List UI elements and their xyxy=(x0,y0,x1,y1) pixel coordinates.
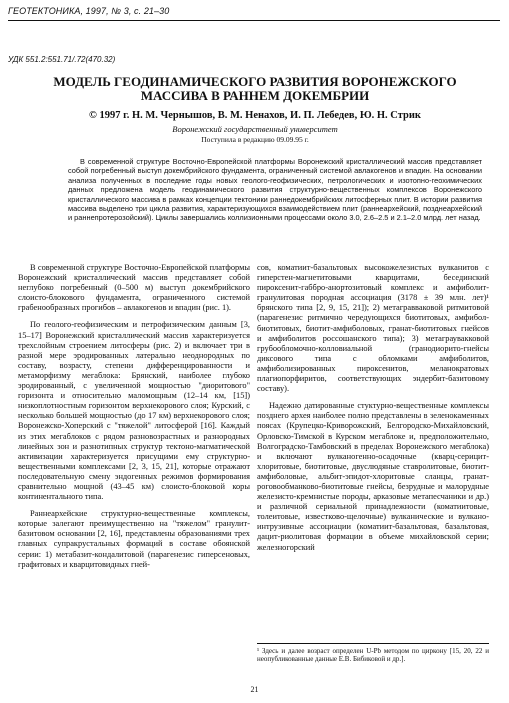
author-list: © 1997 г. Н. М. Чернышов, В. М. Ненахов, И. П. Лебедев, Ю. Н. Стрик xyxy=(89,110,421,121)
body-paragraph: Раннеархейские структурно-вещественные комплексы, которые залегают преимущественно на "тяжелом" гранулит-базитовом основании [2, 16], представлены образованиями трех главных супракрустальных формаций в составе обоянской серии: 1) метабазит-кондалитовой (парагенезис гиперсеновых, графитовых и кварцитовидных гней- xyxy=(18,509,250,569)
title-line-2: МАССИВА В РАННЕМ ДОКЕМБРИИ xyxy=(140,88,370,103)
received-date: Поступила в редакцию 09.09.95 г. xyxy=(201,135,309,144)
article-title xyxy=(40,75,470,103)
left-column xyxy=(18,263,250,577)
body-paragraph: В современной структуре Восточно-Европейской платформы Воронежский кристаллический массив представляет собой неглубоко погребенный (0–500 м) выступ докембрийского слоисто-блокового фундамента, ограниченного системой грабенообразных прогибов – авлакогенов и впадин (рис. 1). xyxy=(18,263,250,313)
abstract: В современной структуре Восточно-Европейской платформы Воронежский кристаллический массив представляет собой погребенный выступ докембрийского фундамента, ограниченный системой авлакогенов и впадин. На основании анализа полученных в последние годы новых геолого-геофизических, петрологических и изотопно-геохимических данных предложена модель геодинамического развития структурно-вещественных комплексов Воронежского кристаллического массива в рамках концепции тектоники раннедокембрийских литосферных плит. В истории развития массива выделено три цикла развития, характеризующихся взаимодействием плит (раннеархейский, позднеархейский и раннепротерозойский). Циклы завершались коллизионными процессами около 3.0, 2.6–2.5 и 2.1–2.0 млрд. лет назад. xyxy=(68,157,482,223)
journal-citation: ГЕОТЕКТОНИКА, 1997, № 3, с. 21–30 xyxy=(8,6,170,16)
body-paragraph: сов, коматиит-базальтовых высокожелезистых вулканитов с гиперстен-магнетитовыми кварцитами, бесединский пироксенит-габбро-анортозитовый комплекс и амфиболит-гранулитовая породная ассоциация (3178 ± 39 млн. лет)¹ брянского типа [2, 9, 15, 21]); 2) метагравваковой ритмитовой (парагенезис ритмично чередующихся биотитовых, амфибол-биотитовых, биотит-амфиболовых, гранат-биотитовых гнейсов и амфиболитов россошанского типа); 3) метаграувакковой грубообломочно-колловиальной (гранодиорито-гнейсы диксового типа с обломками амфиболитов, амфиболизированных пироксенитов, меланократовых плагиопорфиритов, соответствующих эндербит-базитовому составу). xyxy=(257,263,489,394)
title-line-1: МОДЕЛЬ ГЕОДИНАМИЧЕСКОГО РАЗВИТИЯ ВОРОНЕЖСКОГО xyxy=(53,74,457,89)
body-paragraph: По геолого-геофизическим и петрофизическим данным [3, 15–17] Воронежский кристаллический массив характеризуется трехслойным строением литосферы (рис. 2) и включает три в разной мере эродированных латерально неоднородных по составу, возрасту, степени дифференцированности и метаморфизму мегаблока: Брянский, наиболее глубоко эродированный, с увеличенной мощностью "диоритового" горизонта и относительно маломощным (12–14 км, [15]) низкоплотностным горизонтом верхнекорового слоя; Курский, с несколько большей мощностью (до 17 км) верхнекорового слоя; Воронежско-Хоперский с "тяжелой" литосферой [16]. Каждый из этих мегаблоков с рядом разновозрастных и разнородных линейных зон и разнотипных структур тектоно-магматической активизации характеризуется присущими ему структурно-вещественными комплексами [2, 3, 15, 21], которые отражают последовательную смену эндогенных режимов формирования сравнительно мощной (43–45 км) слоисто-блоковой коры континентального типа. xyxy=(18,320,250,502)
body-paragraph: Надежно датированные стуктурно-вещественные комплексы позднего архея наиболее полно представлены в зеленокаменных поясах (Крупецко-Криворожский, Белгородско-Михайловский, Орловско-Тимской в Курском мегаблоке и, предположительно, Волгоградско-Тамбовский в пределах Воронежского мегаблока) и включают вулканогенно-осадочные (кварц-серицит-хлоритовые, биотитовые, двуслюдяные ставролитовые, биотит-амфиболовые, альбит-эпидот-хлоритовые сланцы, гранат-роговообманково-биотитовые гнейсы, безрудные и малорудные железисто-кремнистые породы, арказовые метапесчаники и др.) и различной сериальной принадлежности (коматиитовые, толеитовые, известково-щелочные) вулканические и вулкано-интрузивные ассоциации (коматиит-базальтовая, базальтовая, дацит-риолитовая формации в объеме михайловской серии; железногорский xyxy=(257,401,489,552)
udc-code: УДК 551.2:551.71/.72(470.32) xyxy=(8,55,116,64)
journal-header xyxy=(8,4,500,21)
page-number: 21 xyxy=(250,685,259,694)
right-column xyxy=(257,263,489,560)
affiliation: Воронежский государственный университет xyxy=(172,124,338,134)
footnote: ¹ Здесь и далее возраст определен U-Pb методом по циркону [15, 20, 22 и неопубликованные данные Е.В. Бибиковой и др.]. xyxy=(257,643,489,664)
